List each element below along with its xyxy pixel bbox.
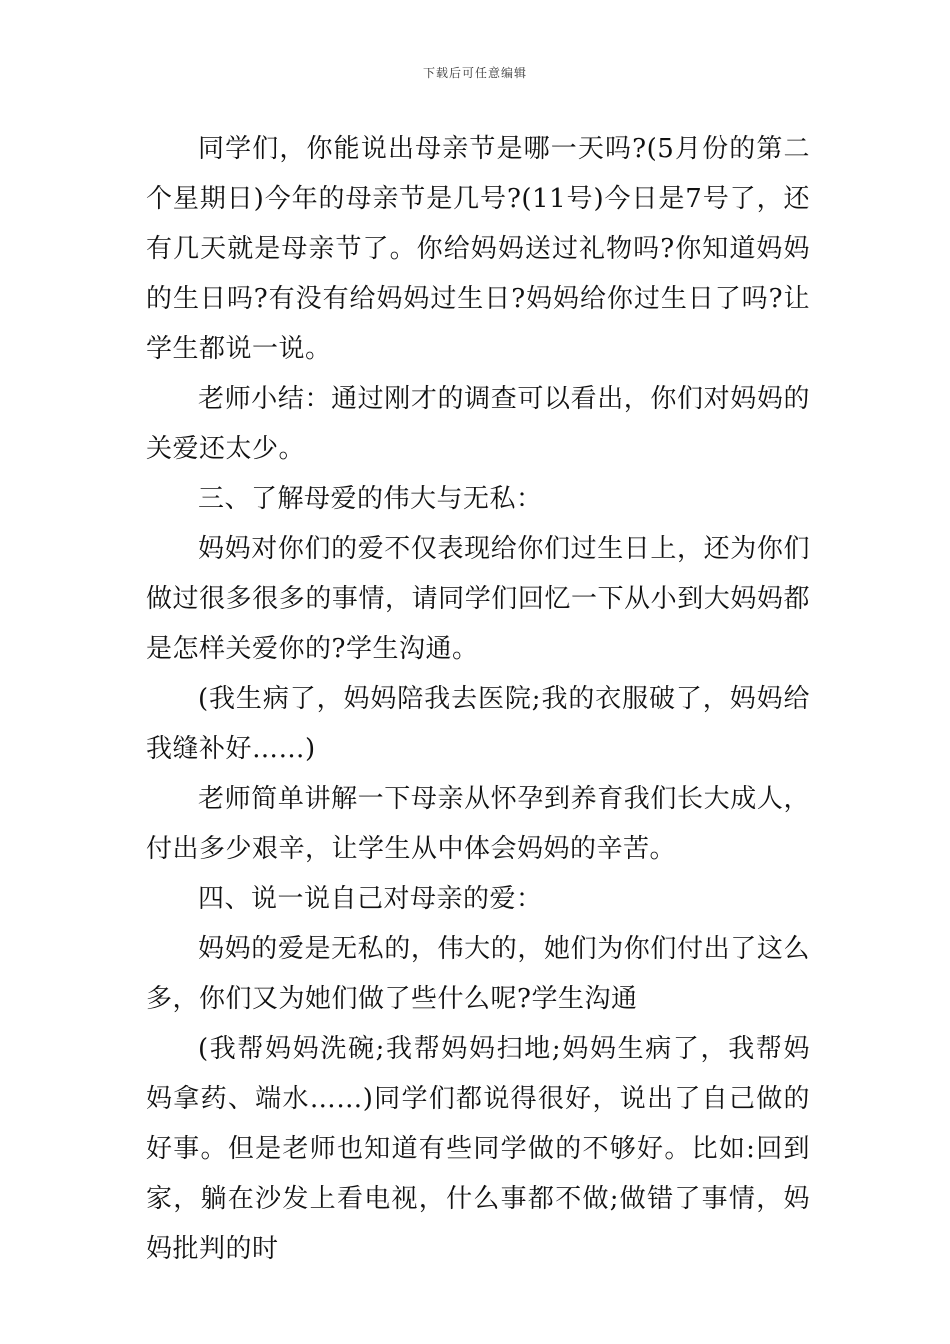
- paragraph-mothers-day-question: 同学们，你能说出母亲节是哪一天吗?(5月份的第二个星期日)今年的母亲节是几号?(11号)今日是7号了，还有几天就是母亲节了。你给妈妈送过礼物吗?你知道妈妈的生日吗?有没有给妈妈过生日?妈妈给你过生日了吗?让学生都说一说。: [146, 134, 810, 364]
- paragraph-mothers-love: 妈妈对你们的爱不仅表现给你们过生日上，还为你们做过很多很多的事情，请同学们回忆一下从小到大妈妈都是怎样关爱你的?学生沟通。: [146, 534, 810, 664]
- paragraph-helping-mother: (我帮妈妈洗碗;我帮妈妈扫地;妈妈生病了，我帮妈妈拿药、端水……)同学们都说得很好，说出了自己做的好事。但是老师也知道有些同学做的不够好。比如:回到家，躺在沙发上看电视，什么事都不做;做错了事情，妈妈批判的时: [146, 1034, 810, 1264]
- section-heading-four: 四、说一说自己对母亲的爱：: [198, 884, 543, 914]
- paragraph-student-examples: (我生病了，妈妈陪我去医院;我的衣服破了，妈妈给我缝补好……): [146, 684, 810, 764]
- document-body: [146, 124, 810, 1274]
- paragraph-teacher-summary: 老师小结：通过刚才的调查可以看出，你们对妈妈的关爱还太少。: [146, 384, 810, 464]
- section-heading-three: 三、了解母爱的伟大与无私：: [198, 484, 543, 514]
- paragraph-selfless-love: 妈妈的爱是无私的，伟大的，她们为你们付出了这么多，你们又为她们做了些什么呢?学生沟通: [146, 934, 810, 1014]
- paragraph-teacher-explains: 老师简单讲解一下母亲从怀孕到养育我们长大成人，付出多少艰辛，让学生从中体会妈妈的辛苦。: [146, 784, 810, 864]
- header-note: 下载后可任意编辑: [422, 66, 527, 80]
